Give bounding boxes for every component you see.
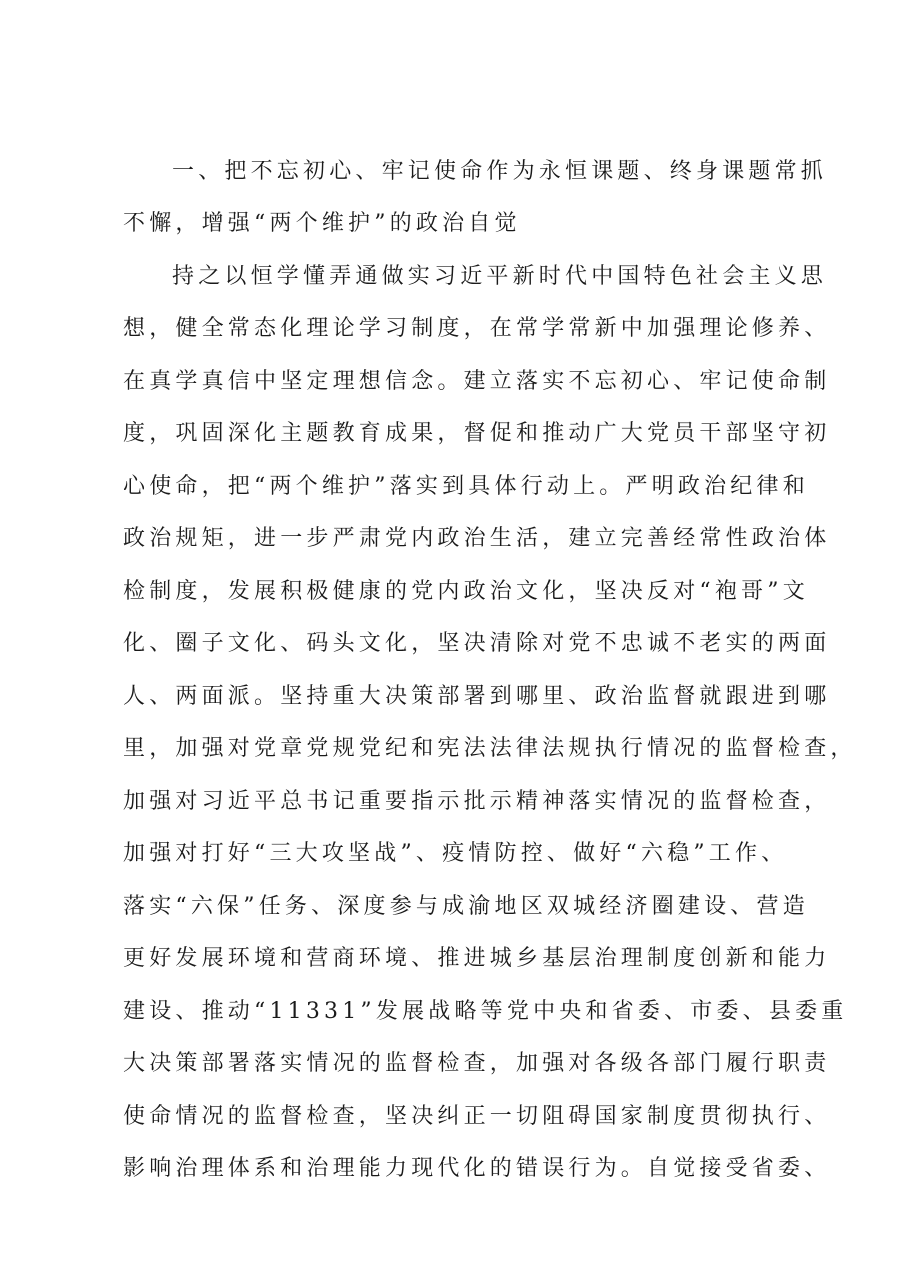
paragraph-line-7: 检制度，发展积极健康的党内政治文化，坚决反对“袍哥”文 xyxy=(123,579,809,604)
paragraph-line-16: 大决策部署落实情况的监督检查，加强对各级各部门履行职责 xyxy=(123,1051,831,1076)
paragraph-line-3: 在真学真信中坚定理想信念。建立落实不忘初心、牢记使命制 xyxy=(123,369,831,394)
paragraph-line-13: 落实“六保”任务、深度参与成渝地区双城经济圈建设、营造 xyxy=(123,894,809,919)
paragraph-line-1: 持之以恒学懂弄通做实习近平新时代中国特色社会主义思 xyxy=(172,264,828,289)
paragraph-line-15: 建设、推动“11331”发展战略等党中央和省委、市委、县委重 xyxy=(123,999,848,1024)
paragraph-line-8: 化、圈子文化、码头文化，坚决清除对党不忠诚不老实的两面 xyxy=(123,631,831,656)
paragraph-line-17: 使命情况的监督检查，坚决纠正一切阻碍国家制度贯彻执行、 xyxy=(123,1104,831,1129)
paragraph-line-4: 度，巩固深化主题教育成果，督促和推动广大党员干部坚守初 xyxy=(123,421,831,446)
paragraph-line-9: 人、两面派。坚持重大决策部署到哪里、政治监督就跟进到哪 xyxy=(123,684,831,709)
heading-line-2: 不懈，增强“两个维护”的政治自觉 xyxy=(123,211,521,236)
paragraph-line-10: 里，加强对党章党规党纪和宪法法律法规执行情况的监督检查， xyxy=(123,736,857,761)
paragraph-line-11: 加强对习近平总书记重要指示批示精神落实情况的监督检查， xyxy=(123,789,831,814)
paragraph-line-14: 更好发展环境和营商环境、推进城乡基层治理制度创新和能力 xyxy=(123,946,831,971)
paragraph-line-12: 加强对打好“三大攻坚战”、疫情防控、做好“六稳”工作、 xyxy=(123,841,788,866)
paragraph-line-5: 心使命，把“两个维护”落实到具体行动上。严明政治纪律和 xyxy=(123,474,809,499)
paragraph-line-6: 政治规矩，进一步严肃党内政治生活，建立完善经常性政治体 xyxy=(123,526,831,551)
paragraph-line-18: 影响治理体系和治理能力现代化的错误行为。自觉接受省委、 xyxy=(123,1156,831,1181)
heading-line-1: 一、把不忘初心、牢记使命作为永恒课题、终身课题常抓 xyxy=(172,159,828,184)
paragraph-line-2: 想，健全常态化理论学习制度，在常学常新中加强理论修养、 xyxy=(123,316,831,341)
